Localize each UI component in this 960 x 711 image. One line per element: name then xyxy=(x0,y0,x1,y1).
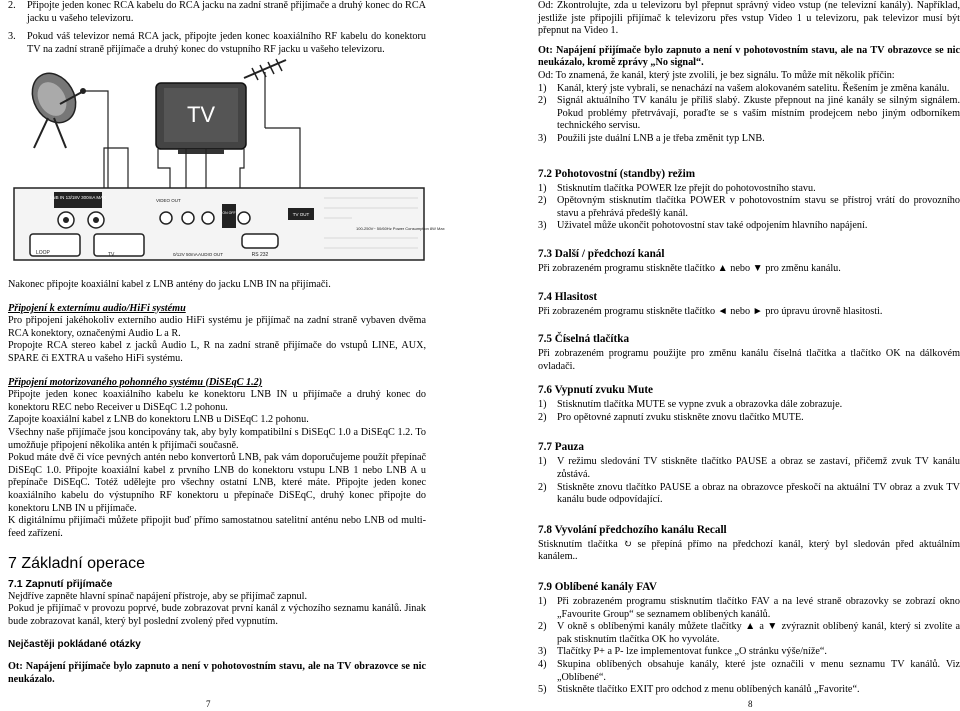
audio-l-port xyxy=(182,212,194,224)
list-item: 2) V okně s oblíbenými kanály můžete tlačítky ▲ a ▼ zvýraznit oblíbený kanál, který si zvolíte a pak stisknutím tlačítka OK ho vyvoláte. xyxy=(538,621,960,645)
text-after-diagram xyxy=(8,279,426,686)
tv-label: TV xyxy=(186,102,216,127)
list-item: 4) Skupina oblíbených obsahuje kanály, které jste označili v menu seznamu TV kanálů. Viz „Oblíbené“. xyxy=(538,659,960,683)
paragraph: Připojte jeden konec koaxiálního kabelu ke konektoru LNB IN u přijímače a druhý konec do konektoru REC nebo Receiver u DiSEqC 1.2 pohonu. xyxy=(8,389,426,413)
list-item: 1) Při zobrazeném programu stisknutím tlačítko FAV a na levé straně obrazovky se zobrazí okno „Favourite Group“ se seznamem oblíbených kanálů. xyxy=(538,596,960,620)
paragraph: Při zobrazeném programu stiskněte tlačítko ◄ nebo ► pro úpravu úrovně hlasitosti. xyxy=(538,305,883,317)
paragraph: Nejdříve zapněte hlavní spínač napájení přístroje, aby se přijímač zapnul. xyxy=(8,590,308,602)
connection-diagram-svg xyxy=(8,58,445,270)
mute-list xyxy=(538,399,960,424)
page-number: 7 xyxy=(206,699,211,709)
list-item: 2) Stiskněte znovu tlačítko PAUSE a obraz na obrazovce přeskočí na aktuální TV obraz a zvuk TV kanálu bude odpovídající. xyxy=(538,481,960,506)
section-heading: 7.5 Číselná tlačítka xyxy=(538,333,630,346)
section-heading: 7.3 Další / předchozí kanál xyxy=(538,247,665,260)
paragraph: Pokud je přijímač v provozu poprvé, bude zobrazovat první kanál z výchozího seznamu kanálů. Jinak bude zobrazovat kanál, který byl poslední zvolený před vypnutím. xyxy=(8,603,426,628)
rs232-port xyxy=(242,234,278,248)
paragraph: Propojte RCA stereo kabel z jacků Audio L, R na zadní straně přijímače do vstupů LINE, AUX, SPARE či EXTRA u vašeho HiFi systému. xyxy=(8,340,426,364)
list-item: 2) Signál aktuálního TV kanálu je příliš slabý. Zkuste přepnout na jiné kanály se silným signálem. Pokud problémy přetrvávají, poraďte se s vaším místním prodejcem nebo jiným odborníkem technického servisu. xyxy=(538,95,960,132)
faq-question: Ot: Napájení přijímače bylo zapnuto a není v pohotovostním stavu, ale na TV obrazovce se nic neukázalo, kromě zprávy „No signal“. xyxy=(538,44,960,69)
list-item: 1) Stisknutím tlačítka POWER lze přejít do pohotovostního stavu. xyxy=(538,182,816,194)
faq-question: Ot: Napájení přijímače bylo zapnuto a není v pohotovostním stavu, ale na TV obrazovce se nic neukázalo. xyxy=(8,661,426,685)
section-heading: 7.7 Pauza xyxy=(538,441,584,454)
list-item: 3) Uživatel může ukončit pohotovostní stav také odpojením hlavního napájení. xyxy=(538,220,868,232)
connection-steps xyxy=(8,0,426,56)
causes-list xyxy=(538,83,960,146)
faq-answer: Od: To znamená, že kanál, který jste zvolili, je bez signálu. To může mít několik příčin: xyxy=(538,69,895,81)
fav-list xyxy=(538,596,960,697)
video-out-port xyxy=(160,212,172,224)
paragraph: Při zobrazeném programu použijte pro změnu kanálu číselná tlačítka a tlačítko OK na dálkovém ovladači. xyxy=(538,348,960,372)
standby-list xyxy=(538,183,960,233)
power-switch xyxy=(222,204,236,228)
paragraph: Nakonec připojte koaxiální kabel z LNB antény do jacku LNB IN na přijímači. xyxy=(8,279,331,290)
tv-out-label: TV OUT xyxy=(292,212,310,217)
audio-out-label: AUDIO OUT xyxy=(198,252,224,257)
rf-in-port xyxy=(238,212,250,224)
right-arrow-icon: ► xyxy=(752,305,763,317)
list-item: 2) Opětovným stisknutím tlačítka POWER v pohotovostním stavu se přístroj vrátí do provozního stavu a přehrává předešlý kanál. xyxy=(538,195,960,219)
pause-list xyxy=(538,456,960,506)
paragraph: Pokud máte dvě či více pevných antén nebo konvertorů LNB, pak vám doporučujeme použít přepínač DiSEqC 1.0. Připojte koaxiální kabel z prvního LNB do konektoru vstupu LNB 1 nebo LNB A u přepínače DiSEqC. Totéž udělejte pro všechny ostatní LNB, které máte. Připojte jeden konec koaxiálního kabelu do výstupního RF konektoru u přepínače DiSEqC, druhý konec připojte do konektoru LNB IN u přijímače. xyxy=(8,452,426,514)
scart-connector xyxy=(94,234,144,256)
paragraph: Všechny naše přijímače jsou koncipovány tak, aby byly kompatibilní s DiSEqC 1.0 a DiSEqC 1.2. To umožňuje připojení několika antén k přijímači současně. xyxy=(8,426,426,451)
list-item: 3. Pokud váš televizor nemá RCA jack, připojte jeden konec koaxiálního RF kabelu do konektoru TV na zadní straně přijímače a druhý konec do vstupního RF jacku u vašeho televizoru. xyxy=(8,31,426,55)
list-item: 3) Tlačítky P+ a P- lze implementovat funkce „O stránku výše/níže“. xyxy=(538,646,827,658)
switch-label: ON OFF xyxy=(222,211,236,215)
antenna-icon xyxy=(244,59,286,128)
lnb-in-label: LNB IN 13/18V 300mA MAX xyxy=(49,195,107,200)
receiver-back-panel xyxy=(14,188,445,260)
right-column xyxy=(538,0,960,697)
section-heading: 7.9 Oblíbené kanály FAV xyxy=(538,581,657,594)
satellite-dish-icon xyxy=(24,65,86,148)
rs232-label: RS 232 xyxy=(251,252,269,258)
video-out-label: VIDEO OUT xyxy=(156,198,181,203)
list-item: 1) V režimu sledování TV stiskněte tlačítko PAUSE a obraz se zastaví, přičemž zvuk TV kanálu zůstává. xyxy=(538,456,960,481)
faq-heading: Nejčastěji pokládané otázky xyxy=(8,638,141,650)
left-arrow-icon: ◄ xyxy=(717,305,728,317)
section-heading: 7.1 Zapnutí přijímače xyxy=(8,578,113,591)
recall-icon: ↻ xyxy=(623,538,632,550)
paragraph: Při zobrazeném programu stiskněte tlačítko ▲ nebo ▼ pro změnu kanálu. xyxy=(538,262,841,274)
down-arrow-icon: ▼ xyxy=(752,262,763,274)
paragraph: Zapojte koaxiální kabel z LNB do konektoru LNB u DiSEqC 1.2 pohonu. xyxy=(8,414,309,426)
connection-diagram xyxy=(8,58,445,270)
section-heading: 7.2 Pohotovostní (standby) režim xyxy=(538,167,696,180)
page-number: 8 xyxy=(748,699,753,709)
tv-port-label: TV xyxy=(108,252,115,258)
up-arrow-icon: ▲ xyxy=(717,262,728,274)
paragraph: Pro připojení jakéhokoliv externího audio HiFi systému je přijímač na zadní straně vybaven dvěma RCA konektory, označenými Audio L a R. xyxy=(8,315,426,339)
ant-power-label: 0/12V 50mA xyxy=(173,252,198,257)
list-item: 1) Kanál, který jste vybrali, se nenachází na vašem alokovaném satelitu. Řešením je změna kanálu. xyxy=(538,82,950,94)
power-spec-label: 100-250V~ 50/60Hz Power Consumption 8W Max xyxy=(356,226,445,231)
section-heading: Připojení k externímu audio/HiFi systému xyxy=(8,302,186,314)
section-heading: Připojení motorizovaného pohonného systému (DiSEqC 1.2) xyxy=(8,376,263,388)
section-heading: 7.8 Vyvolání předchozího kanálu Recall xyxy=(538,523,727,536)
left-column xyxy=(8,0,445,685)
section-heading: 7.4 Hlasitost xyxy=(538,290,598,303)
television-icon xyxy=(156,83,246,154)
loop-label: LOOP xyxy=(36,250,50,256)
faq-answer: Od: Zkontrolujte, zda u televizoru byl přepnut správný video vstup (ne televizní kanály). Například, jestliže jste připojili přijímač k televizoru přes vstup Video 1 u televizoru, pak televizor musí být přepnut na Video 1. xyxy=(538,0,960,37)
paragraph: K digitálnímu přijímači můžete připojit buď přímo samostatnou satelitní anténu nebo LNB od multi-feed zařízení. xyxy=(8,515,426,539)
list-item: 3) Použili jste duální LNB a je třeba změnit typ LNB. xyxy=(538,132,765,144)
section-heading: 7.6 Vypnutí zvuku Mute xyxy=(538,384,654,397)
list-item: 2. Připojte jeden konec RCA kabelu do RCA jacku na zadní straně přijímače a druhý konec do RCA jacku u vašeho televizoru. xyxy=(8,0,426,24)
chapter-heading: 7 Základní operace xyxy=(8,555,145,573)
audio-r-port xyxy=(202,212,214,224)
list-item: 1) Stisknutím tlačítka MUTE se vypne zvuk a obrazovka dále zobrazuje. xyxy=(538,399,843,411)
list-item: 2) Pro opětovné zapnutí zvuku stiskněte znovu tlačítko MUTE. xyxy=(538,411,804,423)
paragraph: Stisknutím tlačítka ↻ se přepíná přímo na předchozí kanál, který byl sledován před aktuálním kanálem.. xyxy=(538,538,960,563)
list-item: 5) Stiskněte tlačítko EXIT pro odchod z menu oblíbených kanálů „Favorite“. xyxy=(538,684,860,696)
